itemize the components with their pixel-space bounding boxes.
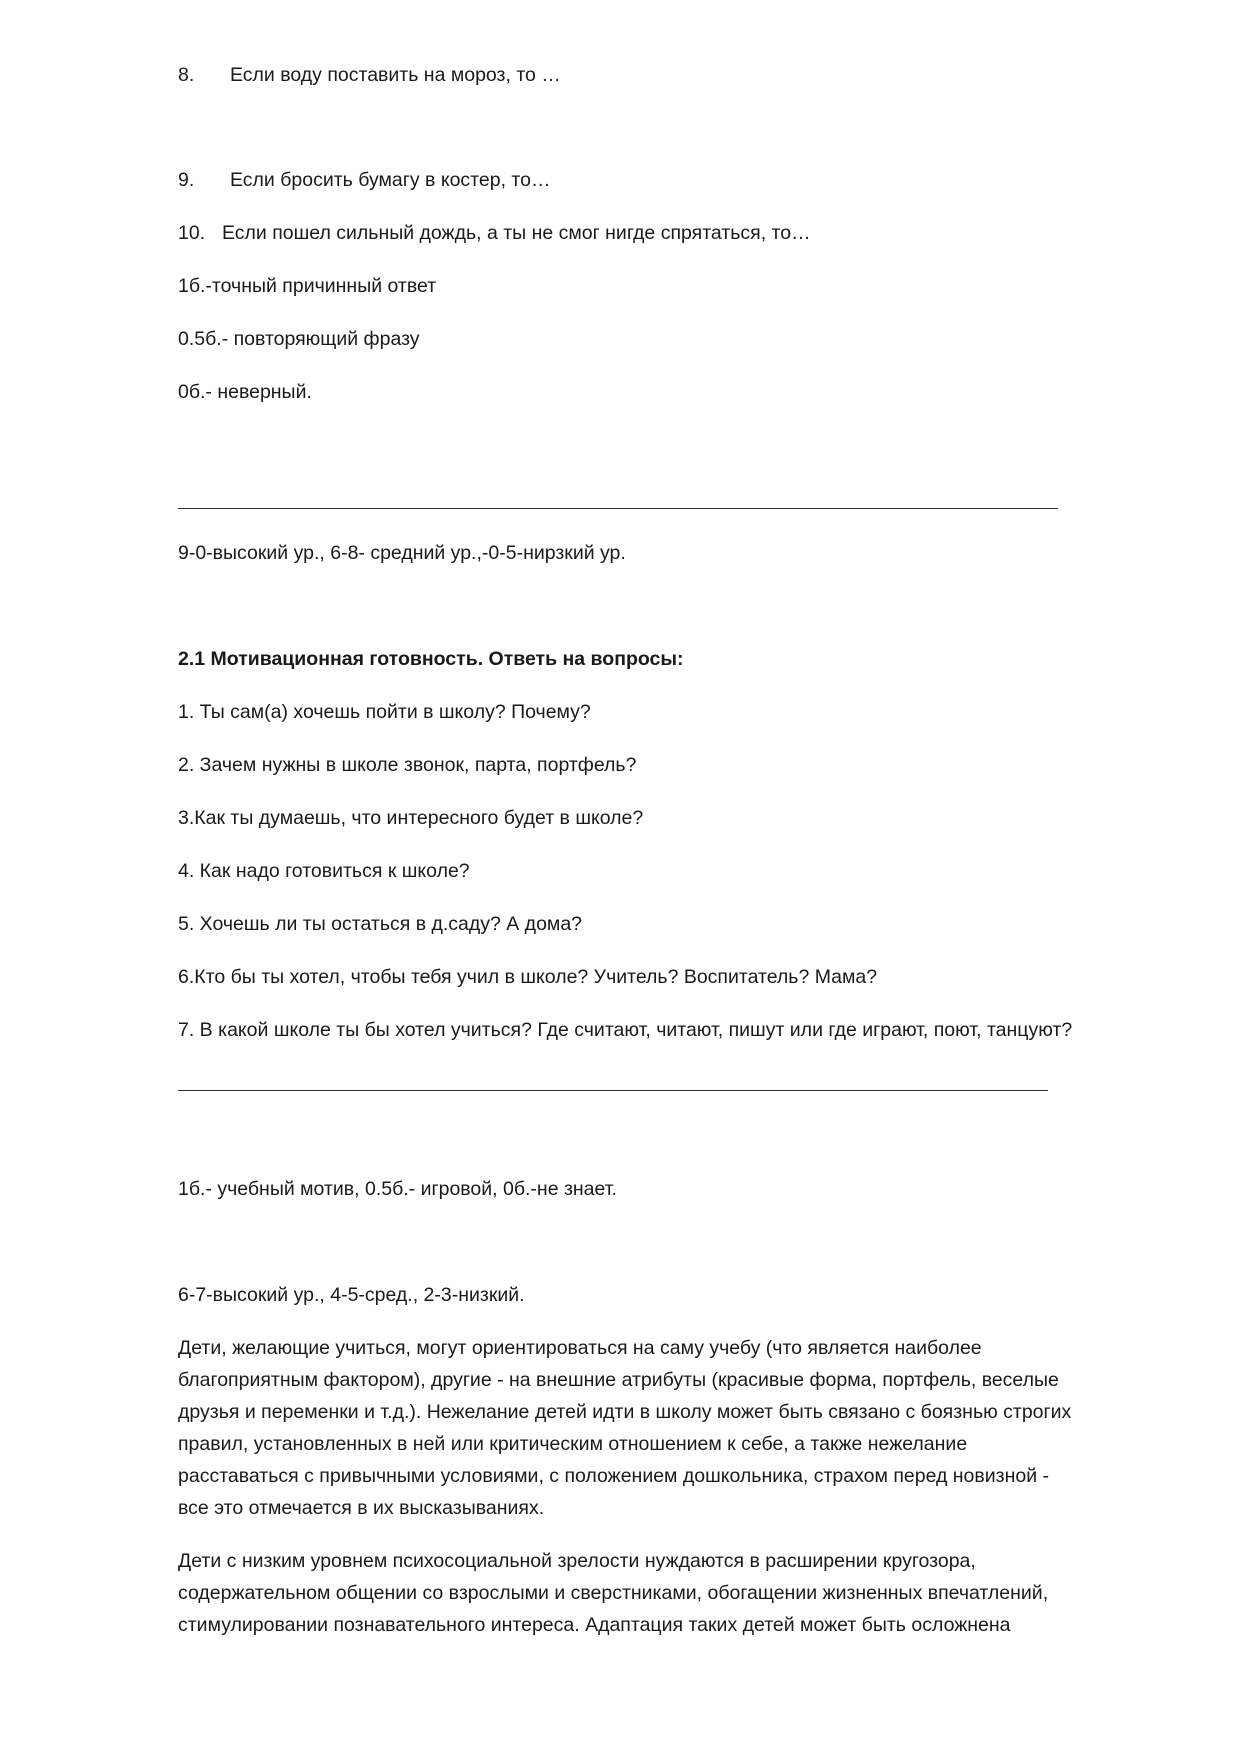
paragraph-line: благоприятным фактором), другие - на внешние атрибуты (красивые форма, портфель, веселые — [178, 1369, 1059, 1391]
question-item: 5. Хочешь ли ты остаться в д.саду? А дома? — [178, 913, 583, 935]
levels-line: 6-7-высокий ур., 4-5-сред., 2-3-низкий. — [178, 1284, 525, 1306]
list-item — [178, 63, 561, 87]
scoring-line: 0.5б.- повторяющий фразу — [178, 328, 420, 350]
question-item: 1. Ты сам(а) хочешь пойти в школу? Почему? — [178, 701, 591, 723]
paragraph-line: все это отмечается в их высказываниях. — [178, 1497, 545, 1519]
scoring-line: 1б.- учебный мотив, 0.5б.- игровой, 0б.-не знает. — [178, 1178, 617, 1200]
item-number: 9. — [178, 169, 195, 191]
paragraph-line: друзья и переменки и т.д.). Нежелание детей идти в школу может быть связано с боязнью строгих — [178, 1401, 1072, 1423]
paragraph-line: расставаться с привычными условиями, с положением дошкольника, страхом перед новизной - — [178, 1465, 1050, 1487]
question-item: 6.Кто бы ты хотел, чтобы тебя учил в школе? Учитель? Воспитатель? Мама? — [178, 966, 878, 988]
item-text: Если пошел сильный дождь, а ты не смог нигде спрятаться, то… — [222, 222, 811, 244]
question-item: 4. Как надо готовиться к школе? — [178, 860, 470, 882]
horizontal-rule — [178, 508, 1058, 509]
scoring-line: 1б.-точный причинный ответ — [178, 275, 437, 297]
paragraph-line: содержательном общении со взрослыми и сверстниками, обогащении жизненных впечатлений, — [178, 1582, 1049, 1604]
paragraph — [178, 1332, 1158, 1524]
paragraph-line: правил, установленных в ней или критическим отношением к себе, а также нежелание — [178, 1433, 968, 1455]
item-number: 8. — [178, 64, 195, 86]
question-item: 3.Как ты думаешь, что интересного будет в школе? — [178, 807, 644, 829]
paragraph-line: Дети с низким уровнем психосоциальной зрелости нуждаются в расширении кругозора, — [178, 1550, 976, 1572]
list-item — [178, 221, 811, 245]
question-item: 2. Зачем нужны в школе звонок, парта, портфель? — [178, 754, 637, 776]
list-item — [178, 168, 550, 192]
horizontal-rule — [178, 1090, 1048, 1091]
scoring-line: 0б.- неверный. — [178, 381, 312, 403]
paragraph-line: Дети, желающие учиться, могут ориентироваться на саму учебу (что является наиболее — [178, 1337, 982, 1359]
item-text: Если бросить бумагу в костер, то… — [230, 169, 551, 191]
paragraph-line: стимулировании познавательного интереса. Адаптация таких детей может быть осложнена — [178, 1614, 1011, 1636]
levels-line: 9-0-высокий ур., 6-8- средний ур.,-0-5-нирзкий ур. — [178, 542, 626, 564]
item-number: 10. — [178, 222, 206, 244]
question-item: 7. В какой школе ты бы хотел учиться? Где считают, читают, пишут или где играют, поют, танцуют? — [178, 1019, 1073, 1041]
paragraph — [178, 1545, 1158, 1641]
section-heading: 2.1 Мотивационная готовность. Ответь на вопросы: — [178, 648, 684, 670]
item-text: Если воду поставить на мороз, то … — [230, 64, 561, 86]
